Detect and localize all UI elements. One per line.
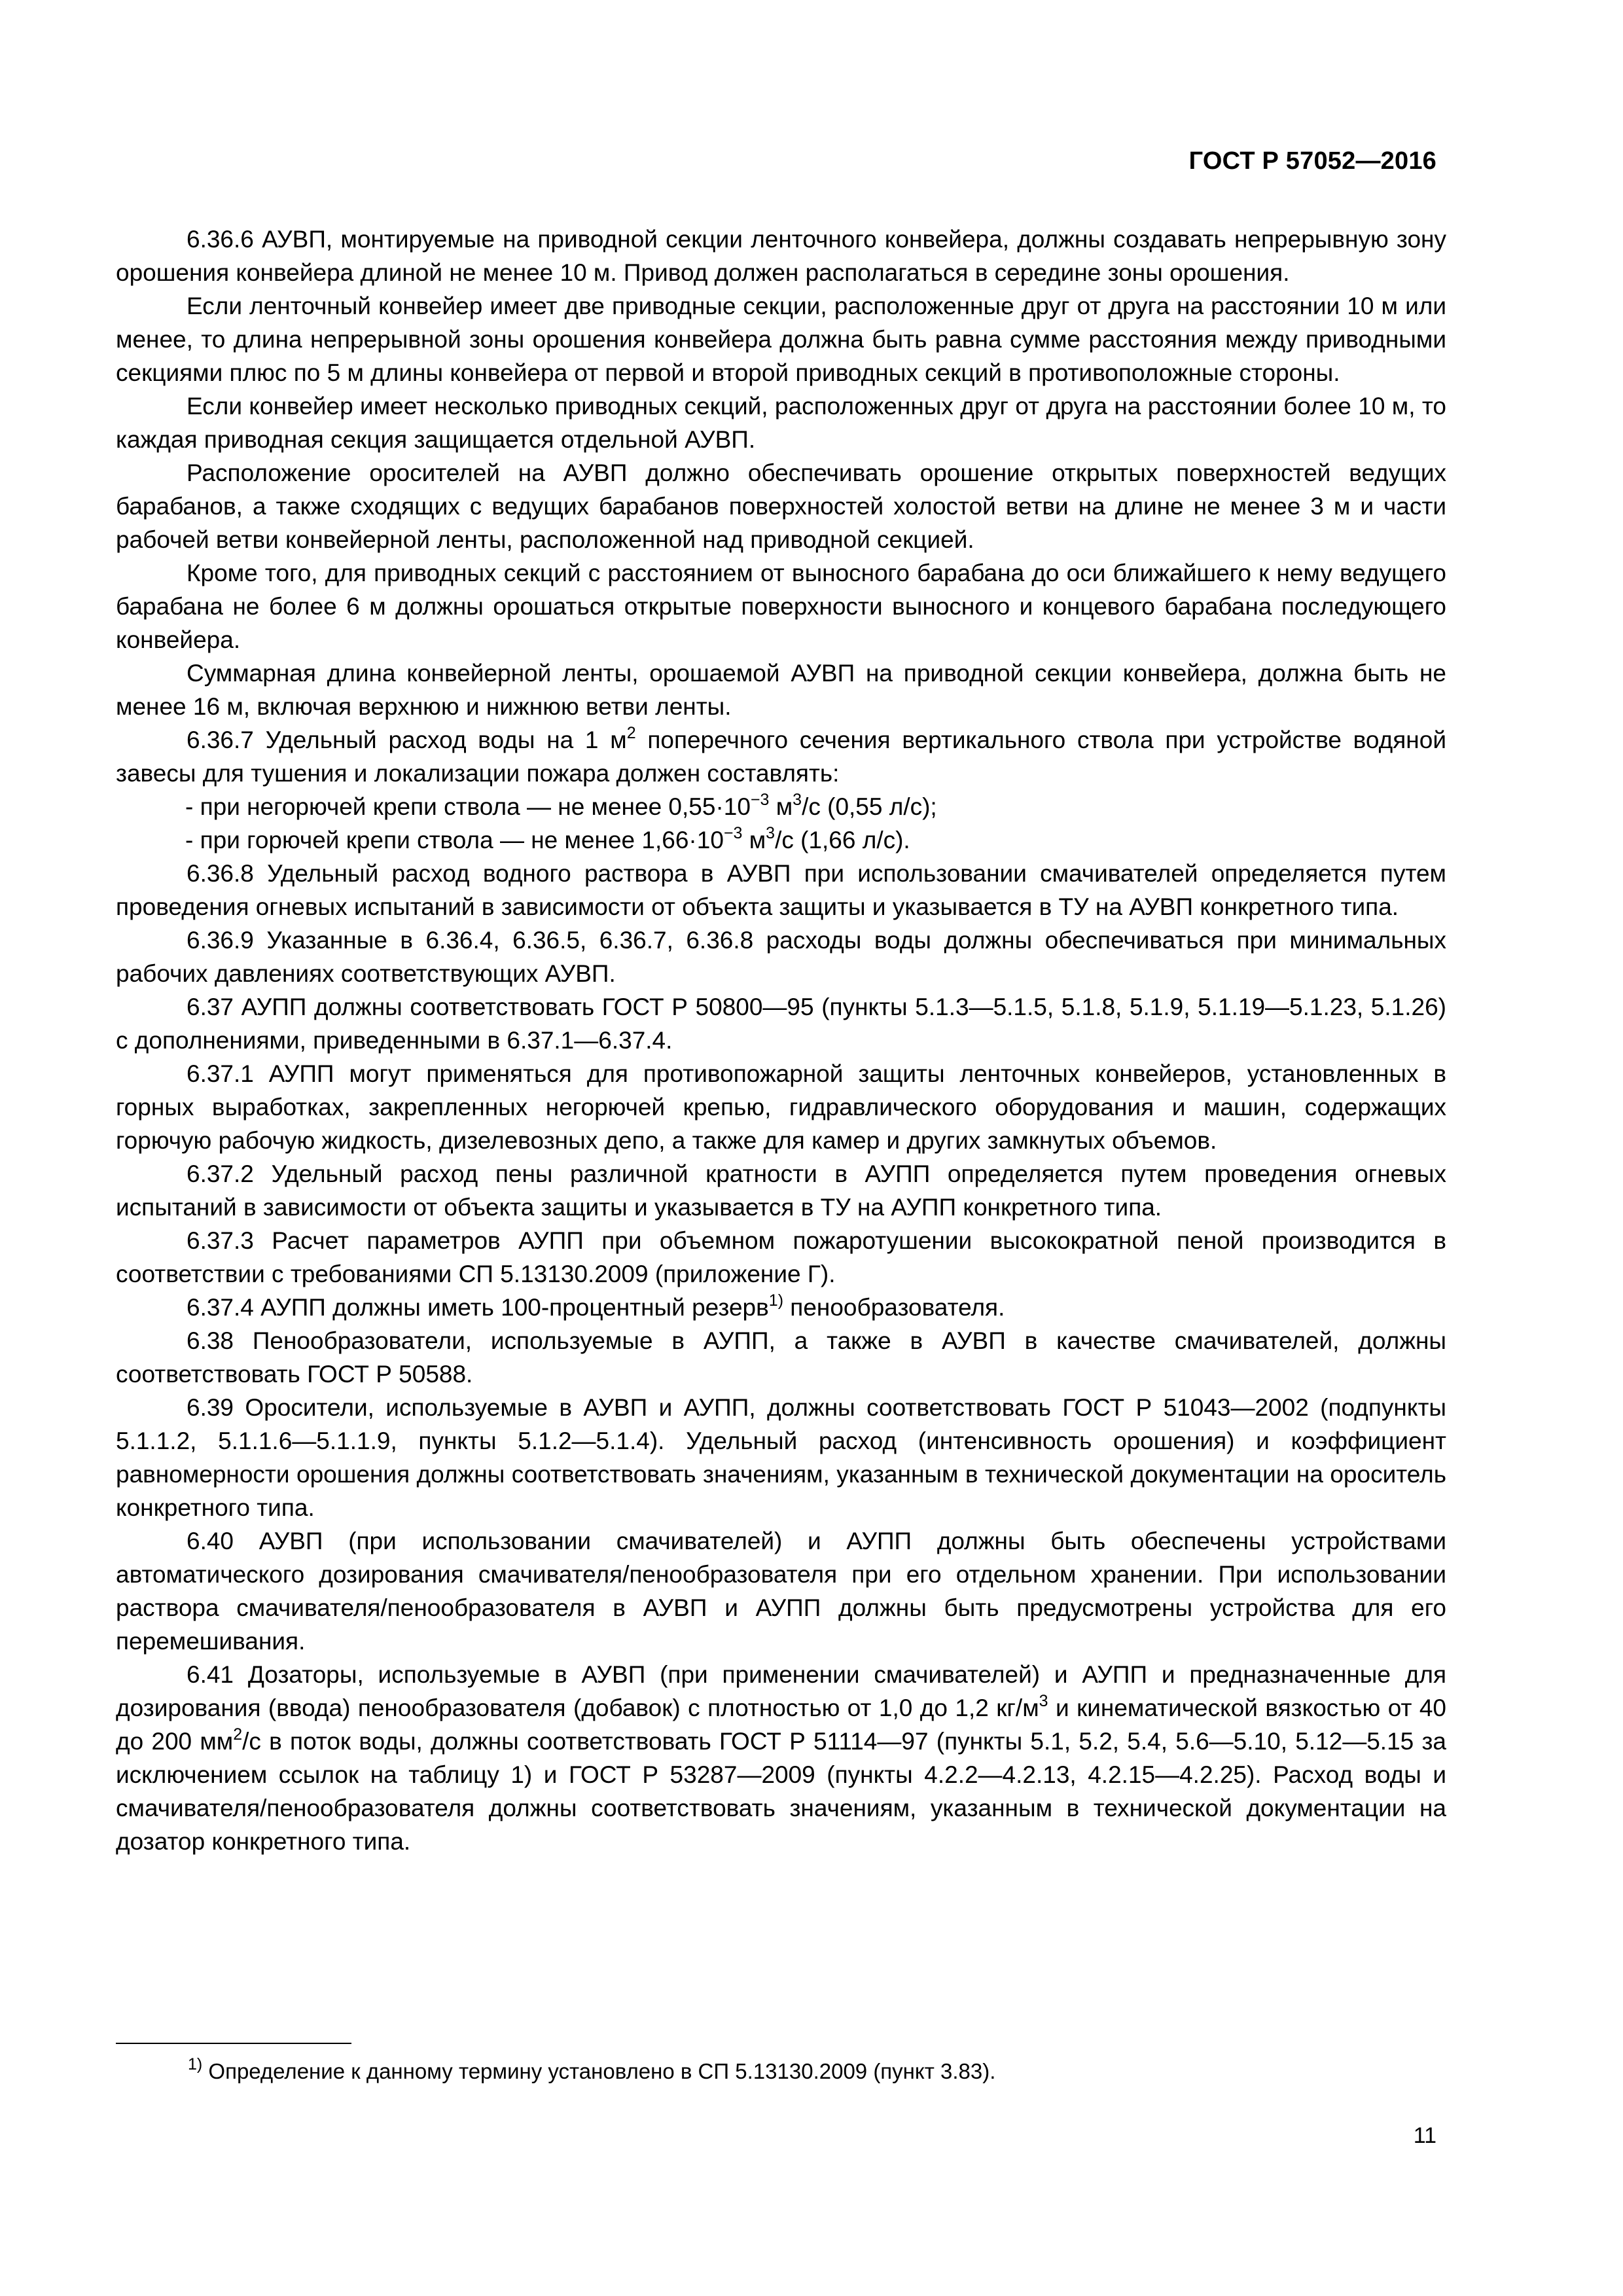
document-code-header: ГОСТ Р 57052—2016	[1188, 147, 1436, 175]
paragraph-6-36-8: 6.36.8 Удельный расход водного раствора в АУВП при использовании смачивателей определяется путем проведения огневых испытаний в зависимости от объекта защиты и указывается в ТУ на АУВП конкретного типа.	[116, 860, 1446, 920]
paragraph-remote-drum: Кроме того, для приводных секций с расстоянием от выносного барабана до оси ближайшего к нему ведущего барабана не более 6 м должны орошаться открытые поверхности выносного и концевого барабана последующего конвейера.	[116, 560, 1446, 653]
superscript: 2	[233, 1725, 243, 1744]
paragraph-6-36-7	[116, 723, 1446, 790]
superscript: 2	[626, 723, 636, 742]
superscript: 3	[766, 823, 776, 842]
paragraph-6-37: 6.37 АУПП должны соответствовать ГОСТ Р 50800—95 (пункты 5.1.3—5.1.5, 5.1.8, 5.1.9, 5.1.19—5.1.23, 5.1.26) с дополнениями, приведенными в 6.37.1—6.37.4.	[116, 994, 1446, 1054]
text-run: 6.41 Дозаторы, используемые в АУВП (при применении смачивателей) и АУПП и предназначенные для дозирования (ввода) пенообразователя (добавок) с плотностью от 1,0 до 1,2 кг/м	[116, 1661, 1446, 1721]
paragraph-6-36-9: 6.36.9 Указанные в 6.36.4, 6.36.5, 6.36.7, 6.36.8 расходы воды должны обеспечиваться при минимальных рабочих давлениях соответствующих АУВП.	[116, 927, 1446, 987]
footnote-divider	[116, 2043, 351, 2044]
paragraph-6-41	[116, 1658, 1446, 1858]
list-item-combustible-lining	[116, 823, 1446, 857]
text-run: - при горючей крепи ствола — не менее 1,66·10	[185, 827, 724, 853]
superscript: 3	[1039, 1691, 1048, 1710]
text-run: 6.37.4 АУПП должны иметь 100-процентный резерв	[187, 1294, 769, 1321]
text-run: пенообразователя.	[783, 1294, 1005, 1321]
document-body	[116, 223, 1446, 1858]
footnote-reference: 1)	[768, 1291, 784, 1310]
paragraph-6-36-6: 6.36.6 АУВП, монтируемые на приводной секции ленточного конвейера, должны создавать непрерывную зону орошения конвейера длиной не менее 10 м. Привод должен располагаться в середине зоны орошения.	[116, 226, 1446, 286]
superscript: 3	[793, 790, 802, 809]
superscript: −3	[750, 790, 770, 809]
text-run: и кинематической вязкостью от 40 до 200 мм	[116, 1695, 1446, 1755]
paragraph-several-drive-sections: Если конвейер имеет несколько приводных секций, расположенных друг от друга на расстоянии более 10 м, то каждая приводная секция защищается отдельной АУВП.	[116, 393, 1446, 453]
paragraph-6-37-2: 6.37.2 Удельный расход пены различной кратности в АУПП определяется путем проведения огневых испытаний в зависимости от объекта защиты и указывается в ТУ на АУПП конкретного типа.	[116, 1160, 1446, 1221]
superscript: −3	[723, 823, 743, 842]
text-run: м	[742, 827, 766, 853]
paragraph-two-drive-sections: Если ленточный конвейер имеет две приводные секции, расположенные друг от друга на расстоянии 10 м или менее, то длина непрерывной зоны орошения конвейера должна быть равна сумме расстояния между приводными секциями плюс по 5 м длины конвейера от первой и второй приводных секций в противоположные стороны.	[116, 293, 1446, 386]
footnote-text: Определение к данному термину установлено в СП 5.13130.2009 (пункт 3.83).	[202, 2059, 996, 2083]
paragraph-6-37-3: 6.37.3 Расчет параметров АУПП при объемном пожаротушении высокократной пеной производится в соответствии с требованиями СП 5.13130.2009 (приложение Г).	[116, 1227, 1446, 1287]
page-number: 11	[1413, 2123, 1436, 2148]
paragraph-6-37-1: 6.37.1 АУПП могут применяться для противопожарной защиты ленточных конвейеров, установленных в горных выработках, закрепленных негорючей крепью, гидравлического оборудования и машин, содержащих горючую рабочую жидкость, дизелевозных депо, а также для камер и других замкнутых объемов.	[116, 1060, 1446, 1154]
text-run: м	[769, 793, 793, 820]
text-run: поперечного сечения вертикального ствола при устройстве водяной завесы для тушения и локализации пожара должен составлять:	[116, 726, 1446, 787]
paragraph-6-40: 6.40 АУВП (при использовании смачивателей) и АУПП должны быть обеспечены устройствами автоматического дозирования смачивателя/пенообразователя при его отдельном хранении. При использовании раствора смачивателя/пенообразователя в АУВП и АУПП должны быть предусмотрены устройства для его перемешивания.	[116, 1528, 1446, 1655]
list-item-noncombustible-lining	[116, 790, 1446, 823]
paragraph-total-belt-length: Суммарная длина конвейерной ленты, орошаемой АУВП на приводной секции конвейера, должна быть не менее 16 м, включая верхнюю и нижнюю ветви ленты.	[116, 660, 1446, 720]
paragraph-6-37-4	[116, 1291, 1446, 1324]
footnote	[188, 2057, 995, 2086]
text-run: 6.36.7 Удельный расход воды на 1 м	[187, 726, 627, 753]
text-run: /с в поток воды, должны соответствовать ГОСТ Р 51114—97 (пункты 5.1, 5.2, 5.4, 5.6—5.10, 5.12—5.15 за исключением ссылок на таблицу 1) и ГОСТ Р 53287—2009 (пункты 4.2.2—4.2.13, 4.2.15—4.2.25). Расход воды и смачивателя/пенообразователя должны соответствовать значениям, указанным в технической документации на дозатор конкретного типа.	[116, 1728, 1446, 1855]
text-run: /с (0,55 л/с);	[802, 793, 937, 820]
paragraph-6-38: 6.38 Пенообразователи, используемые в АУПП, а также в АУВП в качестве смачивателей, должны соответствовать ГОСТ Р 50588.	[116, 1327, 1446, 1388]
paragraph-sprinkler-placement: Расположение оросителей на АУВП должно обеспечивать орошение открытых поверхностей ведущих барабанов, а также сходящих с ведущих барабанов поверхностей холостой ветви на длине не менее 3 м и части рабочей ветви конвейерной ленты, расположенной над приводной секцией.	[116, 459, 1446, 553]
paragraph-6-39: 6.39 Оросители, используемые в АУВП и АУПП, должны соответствовать ГОСТ Р 51043—2002 (подпункты 5.1.1.2, 5.1.1.6—5.1.1.9, пункты 5.1.2—5.1.4). Удельный расход (интенсивность орошения) и коэффициент равномерности орошения должны соответствовать значениям, указанным в технической документации на ороситель конкретного типа.	[116, 1394, 1446, 1521]
footnote-marker: 1)	[188, 2055, 203, 2073]
text-run: /с (1,66 л/с).	[775, 827, 910, 853]
text-run: - при негорючей крепи ствола — не менее 0,55·10	[185, 793, 751, 820]
